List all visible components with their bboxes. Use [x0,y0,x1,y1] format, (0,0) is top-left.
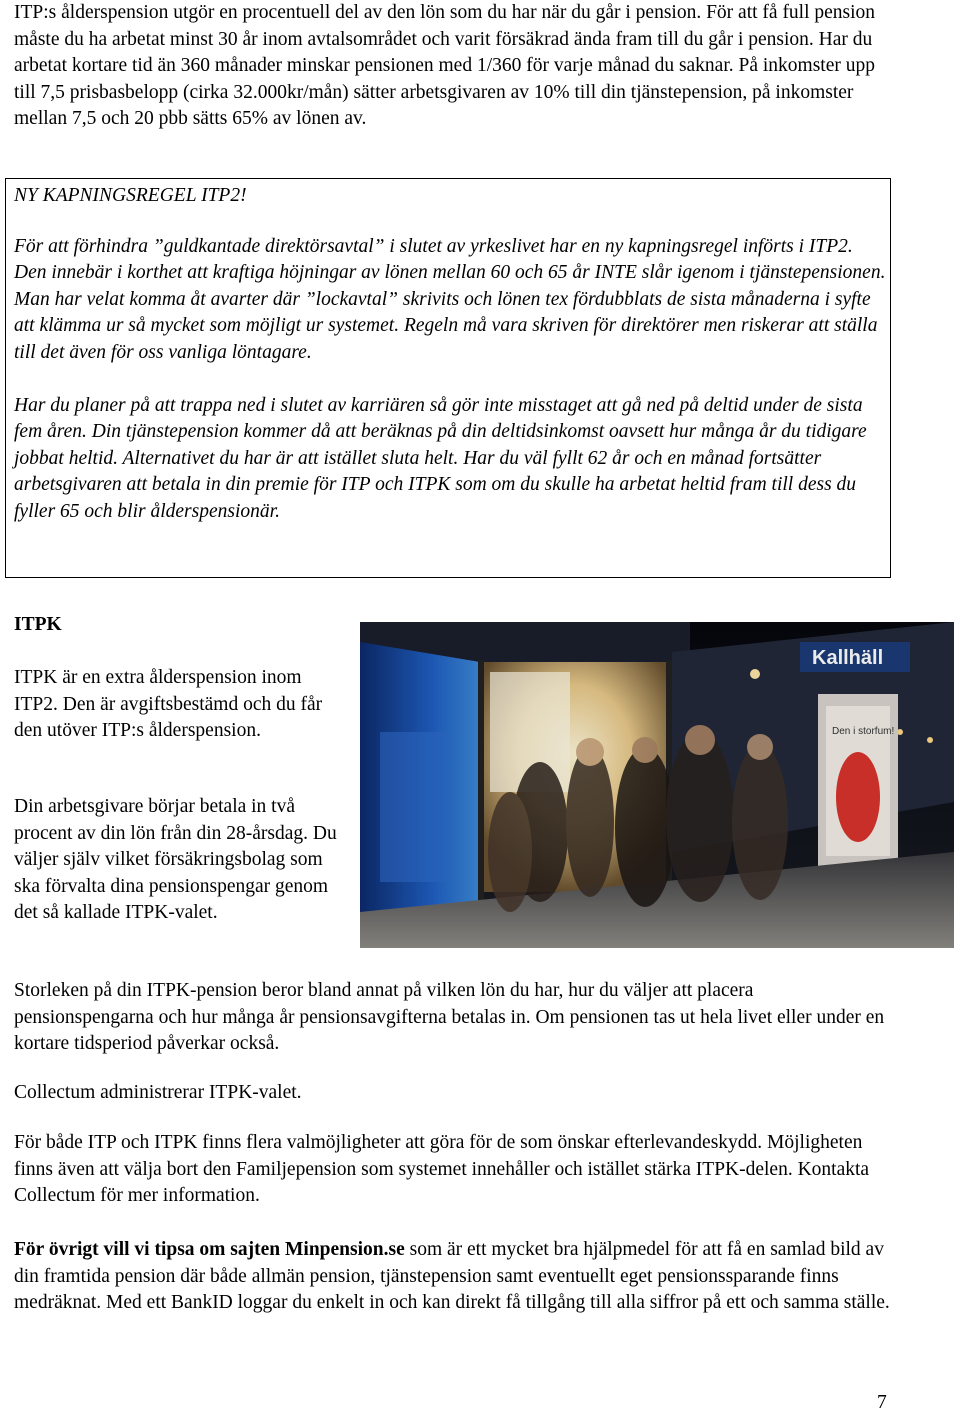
station-sign-text: Kallhäll [812,647,884,669]
box-paragraph-2: Har du planer på att trappa ned i slutet av karriären så gör inte misstaget att gå ned på deltid under de sista fem åren. Din tjänstepension kommer då att beräknas på din deltidsinkomst oavsett hur många år du tidigare jobbat heltid. Alternativet du har är att istället sluta helt. Har du väl fyllt 62 år och en månad fortsätter arbetsgivaren att betala in din premie för ITP och ITPK som om du skulle ha arbetat heltid fram till dess du fyller 65 och blir ålderspensionär. [14,394,867,522]
minpension-tip: För övrigt vill vi tipsa om sajten Minpension.se [14,1239,405,1260]
itpk-paragraph-1: ITPK är en extra ålderspension inom ITP2. Den är avgiftsbestämd och du får den utöver ITP:s ålderspension. [14,667,323,742]
station-photo-illustration [360,622,954,948]
body-paragraph-4 [14,1237,894,1317]
itpk-heading: ITPK [14,614,62,635]
body-paragraph-2: Collectum administrerar ITPK-valet. [14,1082,302,1103]
itpk-paragraph-2: Din arbetsgivare börjar betala in två procent av din lön från din 28-årsdag. Du väljer själv vilket försäkringsbolag som ska förvalta dina pensionspengar genom det så kallade ITPK-valet. [14,796,337,924]
body-paragraph-1: Storleken på din ITPK-pension beror bland annat på vilken lön du har, hur du väljer att placera pensionspengarna och hur många år pensionsavgifterna betalas in. Om pensionen tas ut hela livet eller under en kortare tidsperiod påverkar också. [14,980,885,1055]
box-paragraph-1: För att förhindra ”guldkantade direktörsavtal” i slutet av yrkeslivet har en ny kapningsregel införts i ITP2. Den innebär i korthet att kraftiga höjningar av lönen mellan 60 och 65 år INTE slår igenom i tjänstepensionen. Man har velat komma åt avarter där ”lockavtal” skrivits och lönen tex fördubblats de sista månaderna i syfte att klämma ur så mycket som möjligt ur systemet. Regeln må vara skriven för direktörer men riskerar att ställa till det även för oss vanliga löntagare. [14,235,886,363]
intro-paragraph: ITP:s ålderspension utgör en procentuell del av den lön som du har när du går i pension. För att få full pension måste du ha arbetat minst 30 år inom avtalsområdet och varit försäkrad ända fram till du går i pension. Har du arbetat kortare tid än 360 månader minskar pensionen med 1/360 för varje månad du saknar. På inkomster upp till 7,5 prisbasbelopp (cirka 32.000kr/mån) sätter arbetsgivaren av 10% till din tjänstepension, på inkomster mellan 7,5 och 20 pbb sätts 65% av lönen av. [14,2,876,130]
box-heading: NY KAPNINGSREGEL ITP2! [14,185,247,206]
poster-text: Den i storfum! [832,726,895,737]
kapningsregel-box [5,178,891,578]
station-photo [360,622,954,948]
page-number: 7 [877,1392,887,1413]
body-paragraph-3: För både ITP och ITPK finns flera valmöjligheter att göra för de som önskar efterlevandeskydd. Möjligheten finns även att välja bort den Familjepension som systemet innehåller och istället stärka ITPK-delen. Kontakta Collectum för mer information. [14,1132,870,1207]
minpension-description: som är ett mycket bra hjälpmedel för att få en samlad bild av din framtida pension där både allmän pension, tjänstepension samt eventuellt eget pensionssparande finns medräknat. Med ett BankID loggar du enkelt in och kan direkt få tillgång till alla siffror på ett och samma ställe. [14,1239,890,1314]
